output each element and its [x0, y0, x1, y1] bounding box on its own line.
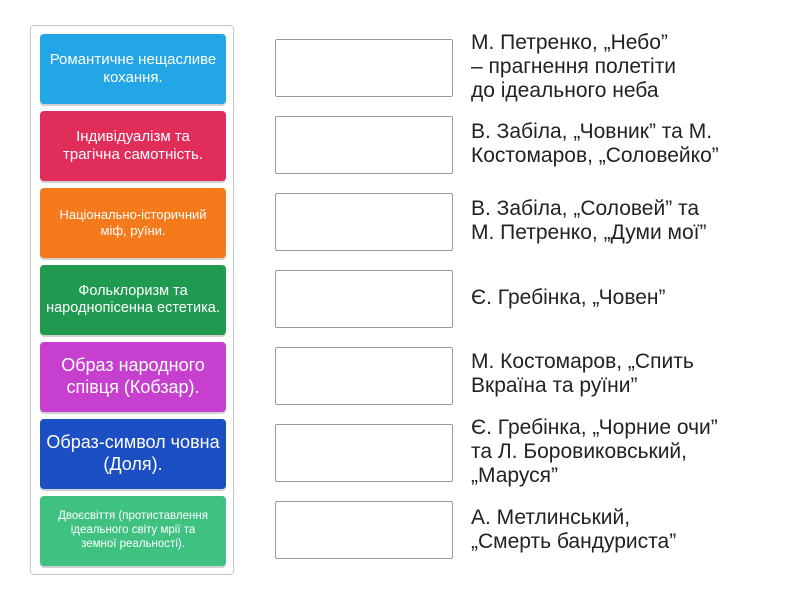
clue-text-5: М. Костомаров, „Спить Вкраїна та руїни”	[471, 350, 694, 397]
clue-text-4: Є. Гребінка, „Човен”	[471, 286, 666, 309]
drop-slot-1[interactable]	[275, 39, 453, 97]
drop-slot-2[interactable]	[275, 116, 453, 174]
drop-slot-7[interactable]	[275, 501, 453, 559]
clue-text-3: В. Забіла, „Соловей” та М. Петренко, „Думи мої”	[471, 197, 707, 244]
answer-tile-label: Індивідуалізм та трагічна самотність.	[63, 128, 203, 163]
answer-tile-3[interactable]	[40, 188, 226, 258]
clue-text-7: А. Метлинський, „Смерть бандуриста”	[471, 506, 677, 553]
answer-tile-label: Образ-символ човна (Доля).	[46, 432, 220, 474]
clue-text-1: М. Петренко, „Небо” – прагнення полетіти до ідеального неба	[471, 31, 677, 102]
answer-tile-1[interactable]	[40, 34, 226, 104]
answer-tile-label: Образ народного співця (Кобзар).	[61, 355, 205, 397]
answer-tile-7[interactable]	[40, 496, 226, 566]
answer-tile-4[interactable]	[40, 265, 226, 335]
drop-slot-5[interactable]	[275, 347, 453, 405]
drop-slot-3[interactable]	[275, 193, 453, 251]
answer-tile-label: Фольклоризм та народнопісенна естетика.	[46, 282, 220, 316]
answer-tile-label: Романтичне нещасливе кохання.	[49, 51, 217, 86]
answer-tile-label: Двоєсвіття (протиставлення ідеального світу мрії та земної реальності).	[58, 510, 208, 550]
drop-slot-4[interactable]	[275, 270, 453, 328]
clue-text-6: Є. Гребінка, „Чорние очи” та Л. Боровиковський, „Маруся”	[471, 416, 718, 487]
answer-tile-2[interactable]	[40, 111, 226, 181]
drop-slot-6[interactable]	[275, 424, 453, 482]
answer-tile-6[interactable]	[40, 419, 226, 489]
answer-bank	[30, 25, 234, 575]
answer-tile-5[interactable]	[40, 342, 226, 412]
answer-tile-label: Національно-історичний міф, руїни.	[59, 207, 207, 238]
clue-text-2: В. Забіла, „Човник” та М. Костомаров, „Соловейко”	[471, 120, 719, 167]
